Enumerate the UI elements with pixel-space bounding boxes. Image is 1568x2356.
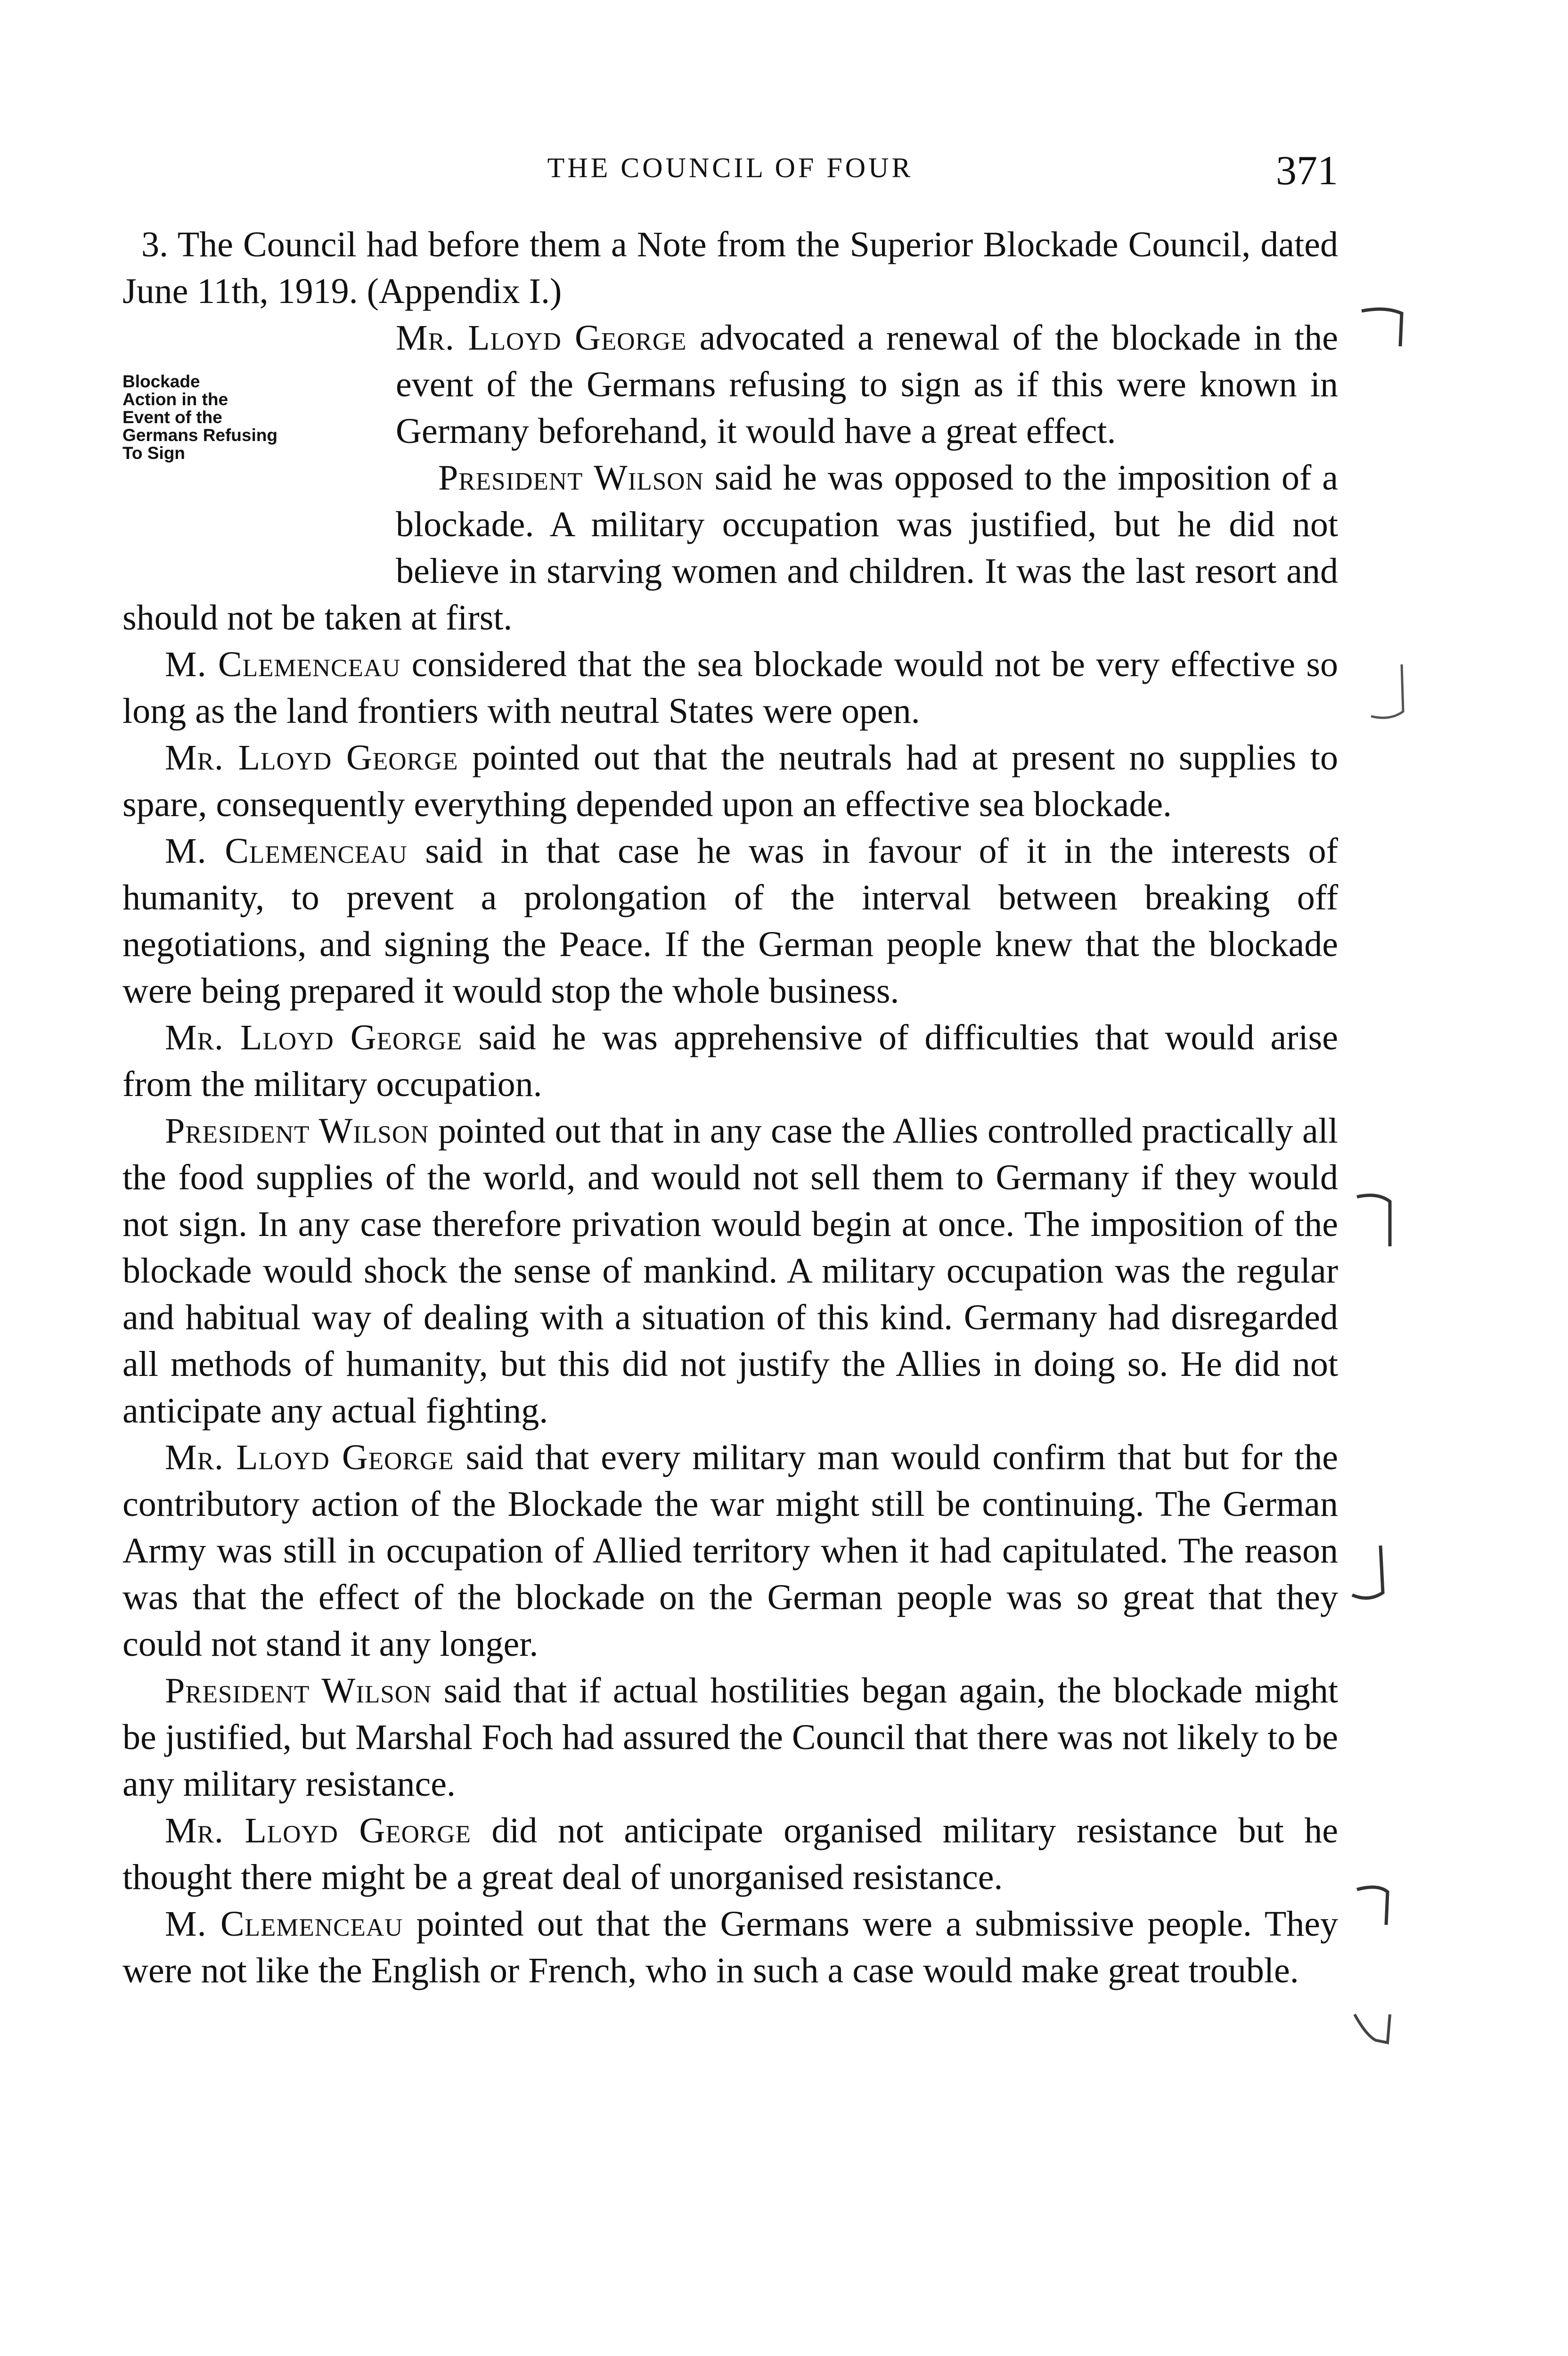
paragraph-9 bbox=[122, 1434, 1338, 1668]
speaker-name: Mr. Lloyd George bbox=[165, 1018, 463, 1057]
sidenote-line: Event of the bbox=[122, 408, 222, 427]
speaker-name: M. Clemenceau bbox=[165, 645, 401, 684]
paragraph-text: 3. The Council had before them a Note from the Superior Blockade Council, dated June 11th, 1919. (Appendix I.) bbox=[122, 225, 1338, 311]
paragraph-11 bbox=[122, 1808, 1338, 1901]
margin-bracket-mark bbox=[1348, 2007, 1399, 2059]
sidenote-line: Germans Refusing bbox=[122, 425, 278, 445]
paragraph-text: pointed out that the Germans were a submissive people. They were not like the English or French, who in such a case would make great trouble. bbox=[122, 1904, 1338, 1990]
margin-bracket-mark bbox=[1357, 302, 1413, 353]
paragraph-10 bbox=[122, 1668, 1338, 1808]
margin-bracket-mark bbox=[1348, 1541, 1399, 1607]
speaker-name: President Wilson bbox=[165, 1111, 429, 1151]
sidenote bbox=[122, 373, 377, 462]
page-header bbox=[122, 147, 1338, 199]
margin-float bbox=[122, 317, 396, 581]
page-number: 371 bbox=[1276, 148, 1338, 194]
paragraph-text: pointed out that in any case the Allies controlled practically all the food supplies of the world, and would not sell them to Germany if they would not sign. In any case therefore privation would begin at once. The imposition of the blockade would shock the sense of mankind. A military occupation was the regular and habitual way of dealing with a situation of this kind. Germany had disregarded all methods of humanity, but this did not justify the Allies in doing so. He did not anticipate any actual fighting. bbox=[122, 1111, 1339, 1431]
speaker-name: Mr. Lloyd George bbox=[165, 1438, 454, 1477]
margin-bracket-mark bbox=[1352, 1880, 1404, 1932]
paragraph-text: said that every military man would confirm that but for the contributory action of the Blockade the war might still be continuing. The German Army was still in occupation of Allied territory when it had capitulated. The reason was that the effect of the blockade on the German people was so great that they could not stand it any longer. bbox=[122, 1438, 1338, 1664]
paragraph-text: said that if actual hostilities began again, the blockade might be justified, but Marshal Foch had assured the Council that there was not likely to be any military resistance. bbox=[122, 1671, 1338, 1804]
speaker-name: Mr. Lloyd George bbox=[165, 1811, 471, 1850]
paragraph-4 bbox=[122, 641, 1338, 735]
speaker-name: President Wilson bbox=[438, 458, 704, 498]
speaker-name: President Wilson bbox=[165, 1671, 432, 1710]
speaker-name: Mr. Lloyd George bbox=[396, 318, 687, 358]
sidenote-line: Action in the bbox=[122, 390, 229, 409]
paragraph-text: advocated a renewal of the blockade in the event of the Germans refusing to sign as if this were known in Germany beforehand, it would have a great effect. bbox=[396, 318, 1338, 451]
paragraph-8 bbox=[122, 1108, 1338, 1434]
speaker-name: M. Clemenceau bbox=[165, 831, 408, 871]
paragraph-7 bbox=[122, 1014, 1338, 1108]
sidenote-line: Blockade bbox=[122, 372, 200, 391]
margin-bracket-mark bbox=[1352, 1187, 1404, 1253]
paragraph-5 bbox=[122, 735, 1338, 828]
paragraph-1 bbox=[122, 221, 1338, 315]
paragraph-text: said he was apprehensive of difficulties that would arise from the military occupation. bbox=[122, 1018, 1338, 1104]
paragraph-6 bbox=[122, 828, 1338, 1014]
sidenote-line: To Sign bbox=[122, 443, 185, 463]
paragraph-text: did not anticipate organised military resistance but he thought there might be a great deal of unorganised resistance. bbox=[122, 1811, 1338, 1897]
paragraph-text: pointed out that the neutrals had at present no supplies to spare, consequently everything depended upon an effective sea blockade. bbox=[122, 738, 1338, 824]
margin-bracket-mark bbox=[1362, 660, 1413, 730]
speaker-name: Mr. Lloyd George bbox=[165, 738, 458, 777]
paragraph-text: said he was opposed to the imposition of a blockade. A military occupation was justified, but he did not believe in starving women and children. It was the last resort and should not be taken at first. bbox=[122, 458, 1338, 638]
paragraph-text: said in that case he was in favour of it in the interests of humanity, to prevent a prolongation of the interval between breaking off negotiations, and signing the Peace. If the German people knew that the blockade were being prepared it would stop the whole business. bbox=[122, 831, 1338, 1011]
speaker-name: M. Clemenceau bbox=[165, 1904, 403, 1944]
paragraph-text: considered that the sea blockade would not be very effective so long as the land frontiers with neutral States were open. bbox=[122, 645, 1338, 731]
body-text bbox=[122, 221, 1338, 1994]
running-title: THE COUNCIL OF FOUR bbox=[547, 152, 914, 183]
paragraph-12 bbox=[122, 1901, 1338, 1994]
